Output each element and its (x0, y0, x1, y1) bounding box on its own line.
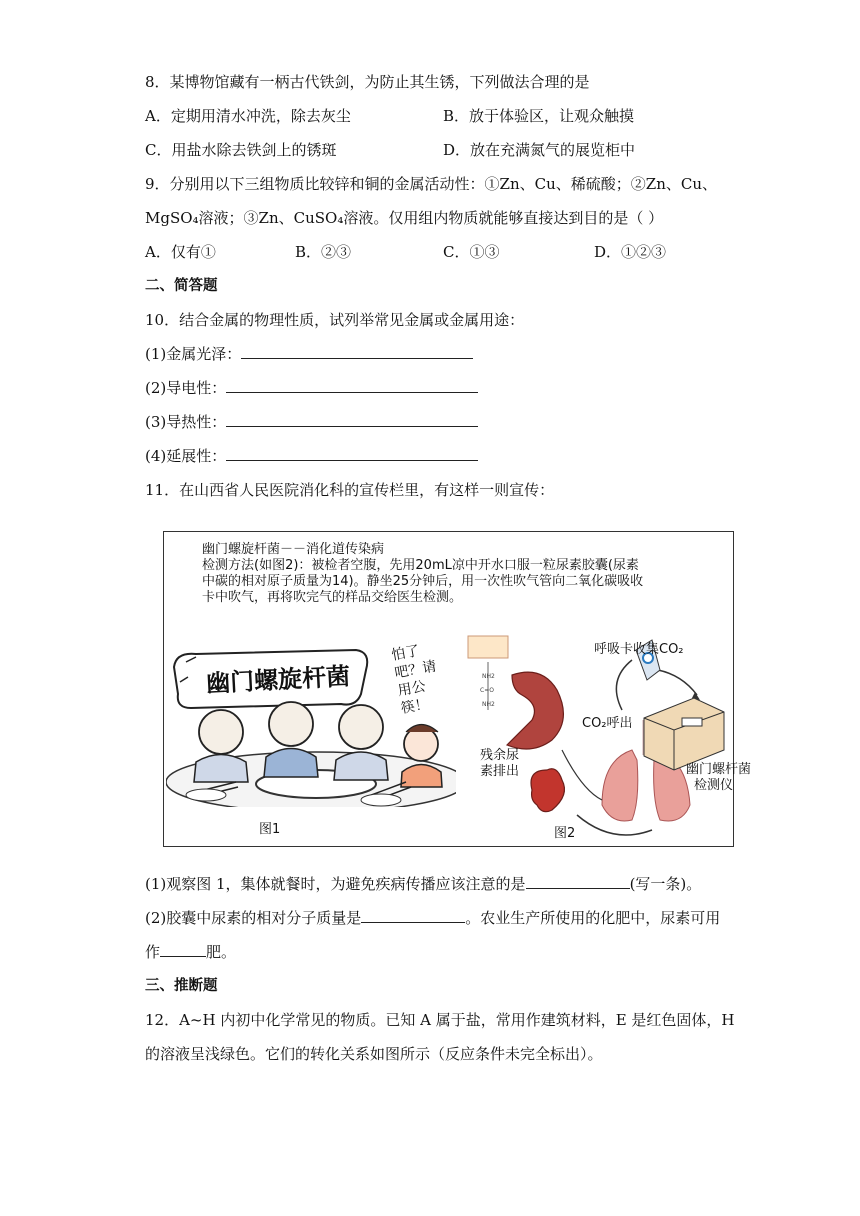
q11-sub1-text-a: (1)观察图 1，集体就餐时，为避免疾病传播应该注意的是 (145, 875, 526, 893)
q11-sub2-text-b: 。农业生产所使用的化肥中，尿素可用 (465, 909, 721, 927)
q8-option-a: A．定期用清水冲洗，除去灰尘 (145, 107, 351, 125)
cartoon-speech-text: 怕了吧？请用公筷！ (390, 643, 438, 717)
figure-2-caption: 图2 (554, 826, 576, 841)
q11-sub2-text-a: (2)胶囊中尿素的相对分子质量是 (145, 909, 362, 927)
q10-item-3-label: (3)导热性： (145, 413, 227, 431)
answer-blank[interactable] (226, 446, 478, 461)
answer-blank[interactable] (160, 942, 206, 957)
q10-item-2 (145, 378, 478, 398)
q8-option-c: C．用盐水除去铁剑上的锈斑 (145, 141, 337, 159)
label-breath-card: 呼吸卡收集CO₂ (594, 642, 684, 657)
q9-option-c: C．①③ (443, 243, 500, 261)
q11-figure (163, 531, 752, 847)
q8-stem: 8．某博物馆藏有一柄古代铁剑，为防止其生锈，下列做法合理的是 (145, 73, 590, 91)
figure-1-caption: 图1 (259, 822, 281, 837)
q11-sub2 (145, 908, 720, 928)
svg-text:C=O: C=O (480, 687, 494, 694)
answer-blank[interactable] (226, 412, 478, 427)
answer-blank[interactable] (226, 378, 478, 393)
section-heading-short-answer: 二、简答题 (145, 278, 218, 294)
label-detector-2: 检测仪 (694, 778, 734, 793)
q11-sub2-text-d: 肥。 (206, 943, 237, 961)
label-residue-2: 素排出 (480, 764, 520, 779)
q9-option-d: D．①②③ (594, 243, 667, 261)
figure-text-1: 检测方法(如图2)：被检者空腹，先用20mL凉中开水口服一粒尿素胶囊(尿素 (202, 558, 639, 573)
label-residue-1: 残余尿 (480, 748, 520, 763)
q10-item-1 (145, 344, 473, 364)
label-co2-exhale: CO₂呼出 (582, 716, 633, 731)
q10-item-2-label: (2)导电性： (145, 379, 227, 397)
q11-sub1 (145, 874, 701, 894)
q12-stem-line1: 12．A~H 内初中化学常见的物质。已知 A 属于盐，常用作建筑材料，E 是红色固体，H (145, 1011, 735, 1029)
q9-option-b: B．②③ (295, 243, 352, 261)
figure-title: 幽门螺旋杆菌－－消化道传染病 (202, 542, 385, 557)
q9-stem-line1: 9．分别用以下三组物质比较锌和铜的金属活动性：①Zn、Cu、稀硫酸；②Zn、Cu、 (145, 175, 717, 193)
q12-stem-line2: 的溶液呈浅绿色。它们的转化关系如图所示（反应条件未完全标出）。 (145, 1045, 603, 1063)
answer-blank[interactable] (526, 874, 630, 889)
detection-diagram (462, 630, 734, 845)
q11-sub1-text-b: (写一条)。 (629, 875, 702, 893)
q10-item-3 (145, 412, 478, 432)
q8-option-b: B．放于体验区，让观众触摸 (443, 107, 635, 125)
q11-sub2-cont (145, 942, 236, 962)
q11-sub2-text-c: 作 (145, 943, 161, 961)
section-heading-inference: 三、推断题 (145, 978, 218, 994)
q8-option-d: D．放在充满氮气的展览柜中 (443, 141, 636, 159)
q9-option-a: A．仅有① (145, 243, 216, 261)
figure-text-3: 卡中吹气，再将吹完气的样品交给医生检测。 (202, 590, 463, 605)
svg-text:NH2: NH2 (482, 673, 495, 680)
q10-item-4-label: (4)延展性： (145, 447, 227, 465)
q10-stem: 10．结合金属的物理性质，试列举常见金属或金属用途： (145, 311, 525, 329)
answer-blank[interactable] (361, 908, 465, 923)
q9-stem-line2: MgSO₄溶液；③Zn、CuSO₄溶液。仅用组内物质就能够直接达到目的是（ ） (145, 209, 664, 227)
label-detector-1: 幽门螺杆菌 (686, 762, 752, 777)
svg-text:NH2: NH2 (482, 701, 495, 708)
q10-item-4 (145, 446, 478, 466)
answer-blank[interactable] (241, 344, 473, 359)
cartoon-banner-text: 幽门螺旋杆菌 (205, 662, 351, 698)
figure-text-2: 中碳的相对原子质量为14)。静坐25分钟后，用一次性吹气管向二氧化碳吸收 (202, 574, 644, 589)
q10-item-1-label: (1)金属光泽： (145, 345, 242, 363)
q11-stem: 11．在山西省人民医院消化科的宣传栏里，有这样一则宣传： (145, 481, 555, 499)
